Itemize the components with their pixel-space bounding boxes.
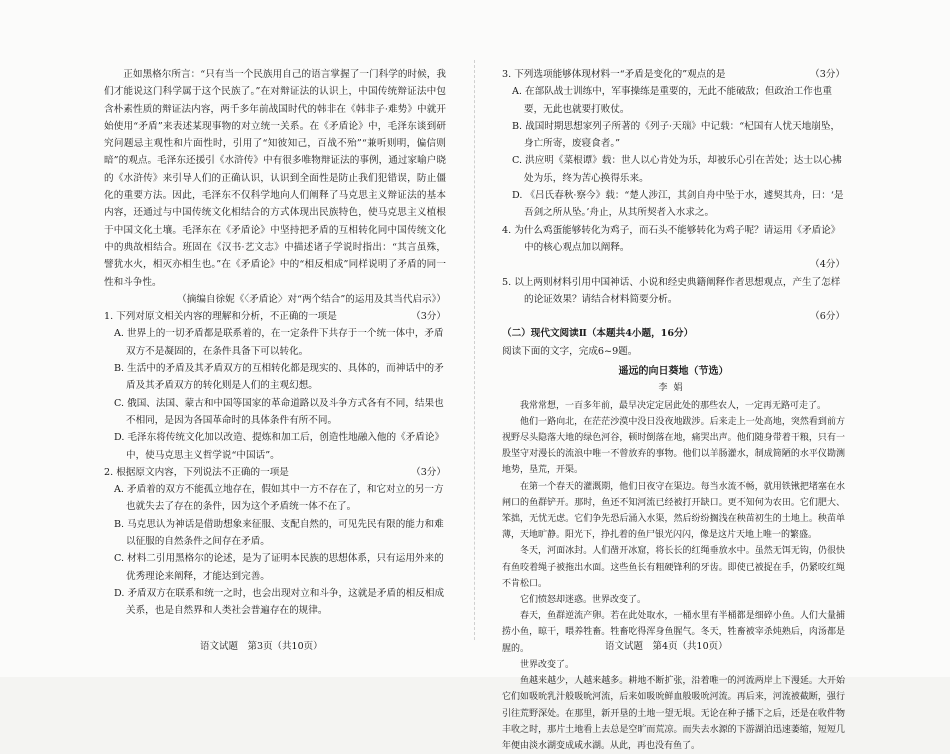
page-footer-left: 语文试题 第3页（共10页） — [200, 641, 323, 652]
option-a: A. 世界上的一切矛盾都是联系着的，在一定条件下共存于一个统一体中，矛盾双方不是凝固的，在条件具备下可以转化。 — [114, 328, 444, 357]
story-paragraph: 春天，鱼群逆流产卵。若在此处取水，一桶水里有半桶都是细碎小鱼。人们大量捕捞小鱼，晾干，喂养牲畜。牲畜吃得浑身鱼腥气。冬天，牲畜被宰杀炖熟后，肉汤都是腥的。 — [502, 611, 845, 654]
option-d: D. 《吕氏春秋·察今》载：“楚人涉江，其剑自舟中坠于水，遽契其舟，曰：‘是吾剑之所从坠。’舟止，从其所契者入水求之。 — [512, 190, 844, 219]
question-1-points: （3分） — [411, 311, 446, 323]
page-divider — [474, 60, 475, 640]
option-a: A. 在部队战士训练中，军事操练是重要的，无此不能破敌；但政治工作也重要，无此也就要打败仗。 — [512, 86, 833, 115]
option-b: B. 马克思认为神话是借助想象来征服、支配自然的，可见先民有限的能力和难以征服的自然条件之间存在矛盾。 — [114, 518, 444, 548]
question-4-stem: 4. 为什么鸡蛋能够转化为鸡子，而石头不能够转化为鸡子呢？请运用《矛盾论》中的核心观点加以阐释。 — [502, 224, 841, 253]
story-paragraph: 鱼越来越少，人越来越多。耕地不断扩张，沿着唯一的河流两岸上下漫延。大开始它们如吸吮乳汁般吸吮河流，后来如吸吮鲜血般吸吮河流。再后来，河流被截断，强行引往荒野深处。在那里，新开垦的土地一望无垠。无论在种子播下之后，还是在收件物丰收之时，那片土地看上去总是空旷而荒凉。而失去水源的下游湖泊迅速萎缩，短短几年便由淡水湖变成咸水湖。从此，再也没有鱼了。 — [502, 676, 845, 751]
question-4 — [502, 222, 845, 274]
story-paragraph: 世界改变了。 — [520, 659, 575, 670]
option-c: C. 俄国、法国、蒙古和中国等国家的革命道路以及斗争方式各有不同，结果也不相同，是因为各国革命时的具体条件有所不同。 — [114, 397, 444, 426]
page-footer-right: 语文试题 第4页（共10页） — [605, 641, 728, 652]
story-paragraph: 他们一路向北，在茫茫沙漠中没日没夜地跋涉。后来走上一处高地，突然看到前方视野尽头隐落大地的绿色河谷，顿时倒落在地，痛哭出声。他们随身带着干粮，只有一股坚守对漫长的流浪中唯一不曾放弃的事物。他们以羊肠灌水，制成简陋的水平仪勘测地势，垦荒，开渠。 — [502, 416, 845, 476]
question-3-stem: 3. 下列选项能够体现材料一“矛盾是变化的”观点的是 — [502, 69, 726, 80]
story-paragraph: 我常常想，一百多年前，最早决定定居此处的那些农人，一定再无路可走了。 — [520, 400, 827, 411]
question-5-points: （6分） — [810, 311, 845, 323]
source-citation: （摘编自徐妮《〈矛盾论〉对“两个结合”的运用及其当代启示》） — [177, 293, 446, 305]
question-5-stem: 5. 以上两则材料引用中国神话、小说和经史典籍阐释作者思想观点，产生了怎样的论证效果？请结合材料简要分析。 — [502, 276, 841, 305]
option-a: A. 矛盾着的双方不能孤立地存在，假如其中一方不存在了，和它对立的另一方也就失去了存在的条件，因为这个矛盾统一体不在了。 — [114, 484, 444, 513]
question-2 — [104, 464, 446, 620]
option-d: D. 矛盾双方在联系和统一之时，也会出现对立和斗争，这就是矛盾的相反相成关系，也是自然界和人类社会普遍存在的规律。 — [114, 587, 445, 617]
question-4-points: （4分） — [810, 259, 845, 271]
option-d: D. 毛泽东将传统文化加以改造、提炼和加工后，创造性地融入他的《矛盾论》中，使马克思主义哲学说“中国话”。 — [114, 432, 445, 461]
story-paragraph: 冬天，河面冰封。人们凿开冰窟，将长长的红绳垂放水中。虽然无饵无钩，仍很快有鱼咬着绳子被拖出水面。这些鱼长有粗硬锋利的牙齿。即使已被捉在手，仍紧咬红绳不肯松口。 — [502, 546, 845, 589]
question-1 — [104, 308, 446, 464]
reading-instruction: 阅读下面的文字，完成6~9题。 — [502, 345, 638, 357]
story-author: 李娟 — [658, 383, 689, 394]
story-title: 遥远的向日葵地（节选） — [618, 366, 729, 378]
section-heading: （二）现代文阅读Ⅱ（本题共4小题，16分） — [502, 328, 694, 340]
question-1-stem: 1. 下列对原文相关内容的理解和分析，不正确的一项是 — [104, 311, 337, 323]
story-paragraph: 在第一个春天的灌溉期，他们日夜守在渠边。每当水流不畅，就用铁锹把堵塞在水闸口的鱼群铲开。那时，鱼还不知河流已经被打开缺口。更不知何为农田。它们肥大、笨拙，无忧无虑。它们争先恐后涌入水渠，然后纷纷搁浅在秧苗初生的土地上。秧苗单薄，天地旷静。阳光下，挣扎着的鱼尸银光闪闪，像是这片天地上唯一的繁盛。 — [502, 481, 845, 541]
question-5 — [502, 274, 845, 326]
question-3 — [502, 66, 845, 222]
option-b: B. 战国时期思想家列子所著的《列子·天瑞》中记载：“杞国有人忧天地崩坠，身亡所寄，废寝食者。” — [512, 120, 841, 150]
page-3-column — [104, 66, 446, 620]
question-3-points: （3分） — [810, 69, 845, 80]
option-b: B. 生活中的矛盾及其矛盾双方的互相转化都是现实的、具体的，而神话中的矛盾及其矛盾双方的转化则是人们的主观幻想。 — [114, 363, 444, 392]
question-2-points: （3分） — [411, 466, 446, 478]
story-paragraph: 它们愤怒却迷惑。世界改变了。 — [520, 595, 647, 606]
passage-paragraph: 正如黑格尔所言：“只有当一个民族用自己的语言掌握了一门科学的时候，我们才能说这门科学属于这个民族了。”在对辩证法的认识上，中国传统辩证法中包含朴素性质的辩证法内容，两千多年前战国时代的韩非在《韩非子·难势》中就开始使用“矛盾”来表述某现事物的对立统一关系。在《矛盾论》中，毛泽东谈到研究问题忌主观性和片面性时，引用了“知彼知己，百战不殆”“兼听则明，偏信则暗”的观点。毛泽东还援引《水浒传》中有很多唯物辩证法的事例，通过家喻户晓的《水浒传》来引导人们的正确认识，认识到全面性是防止我们犯错误，防止僵化的重要方法。因此，毛泽东不仅科学地向人们阐释了马克思主义辩证法的基本内容，还通过与中国传统文化相结合的方式体现出民族特色，使马克思主义植根于中国文化土壤。毛泽东在《矛盾论》中坚持把矛盾的互相转化同中国传统文化中的典故相结合。班固在《汉书·艺文志》中描述诸子学说时指出：“其言虽殊，譬犹水火，相灭亦相生也。”在《矛盾论》中的“相反相成”同样说明了矛盾的同一性和斗争性。 — [104, 69, 446, 288]
option-c: C. 洪应明《菜根谭》载：世人以心肯处为乐，却被乐心引在苦处；达士以心拂处为乐，终为苦心换得乐来。 — [512, 155, 842, 184]
option-c: C. 材料二引用黑格尔的论述，是为了证明本民族的思想体系，只有运用外来的优秀理论来阐释，才能达到完善。 — [114, 553, 444, 582]
story-body — [502, 398, 845, 754]
question-2-stem: 2. 根据原文内容，下列说法不正确的一项是 — [104, 466, 289, 478]
